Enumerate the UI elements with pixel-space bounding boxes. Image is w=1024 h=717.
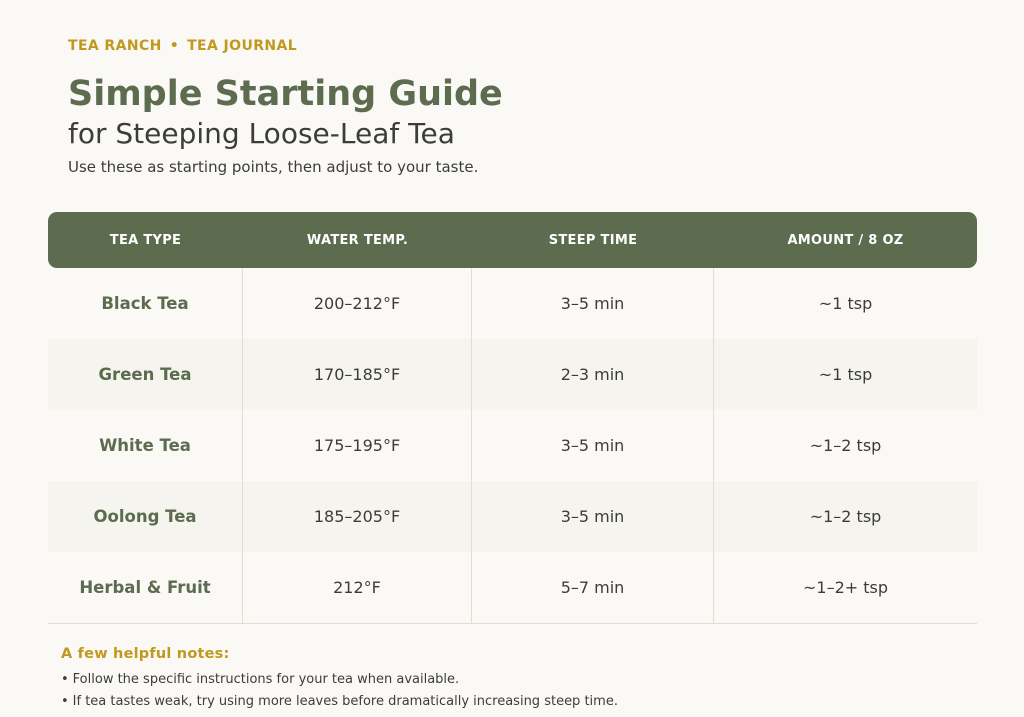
table-row xyxy=(48,268,977,339)
page-subtitle: for Steeping Loose-Leaf Tea xyxy=(68,117,455,150)
water-temp-cell: 200–212°F xyxy=(243,268,472,339)
amount-cell: ~1 tsp xyxy=(818,365,873,384)
brand-name: TEA RANCH xyxy=(68,38,162,54)
bullet-icon: • xyxy=(61,672,69,687)
brand-separator: • xyxy=(169,38,180,54)
water-temp-cell: 175–195°F xyxy=(243,410,472,481)
brand-line xyxy=(68,38,297,54)
table-row xyxy=(48,481,977,552)
tea-type-cell: White Tea xyxy=(48,410,243,481)
note-text: If tea tastes weak, try using more leaves before dramatically increasing steep time. xyxy=(72,694,618,709)
note-item xyxy=(61,669,961,691)
table-header xyxy=(48,212,977,268)
column-header-tea-type: TEA TYPE xyxy=(109,232,182,248)
intro-text: Use these as starting points, then adjust to your taste. xyxy=(68,158,479,176)
steep-time-cell: 3–5 min xyxy=(472,268,714,339)
steeping-table xyxy=(48,212,977,624)
water-temp-cell: 185–205°F xyxy=(243,481,472,552)
note-item xyxy=(61,691,961,713)
amount-cell: ~1–2 tsp xyxy=(809,507,882,526)
bullet-icon: • xyxy=(61,694,69,709)
steep-time-cell: 3–5 min xyxy=(472,410,714,481)
steep-time-cell: 2–3 min xyxy=(472,339,714,410)
table-row xyxy=(48,552,977,623)
column-header-water-temp: WATER TEMP. xyxy=(306,232,409,248)
tea-type-cell: Oolong Tea xyxy=(48,481,243,552)
water-temp-cell: 212°F xyxy=(243,552,472,623)
table-row xyxy=(48,339,977,410)
column-header-steep-time: STEEP TIME xyxy=(548,232,638,248)
helpful-notes xyxy=(61,646,961,713)
amount-cell: ~1 tsp xyxy=(818,294,873,313)
table-row xyxy=(48,410,977,481)
steep-time-cell: 3–5 min xyxy=(472,481,714,552)
steep-time-cell: 5–7 min xyxy=(472,552,714,623)
tea-type-cell: Black Tea xyxy=(48,268,243,339)
table-body xyxy=(48,268,977,624)
section-name: TEA JOURNAL xyxy=(187,38,298,54)
note-text: Follow the specific instructions for your tea when available. xyxy=(72,672,460,687)
amount-cell: ~1–2 tsp xyxy=(809,436,882,455)
water-temp-cell: 170–185°F xyxy=(243,339,472,410)
amount-cell: ~1–2+ tsp xyxy=(802,578,889,597)
column-header-amount: AMOUNT / 8 OZ xyxy=(787,232,904,248)
tea-type-cell: Herbal & Fruit xyxy=(48,552,243,623)
notes-title: A few helpful notes: xyxy=(61,646,230,662)
page-title: Simple Starting Guide xyxy=(68,74,503,114)
tea-type-cell: Green Tea xyxy=(48,339,243,410)
